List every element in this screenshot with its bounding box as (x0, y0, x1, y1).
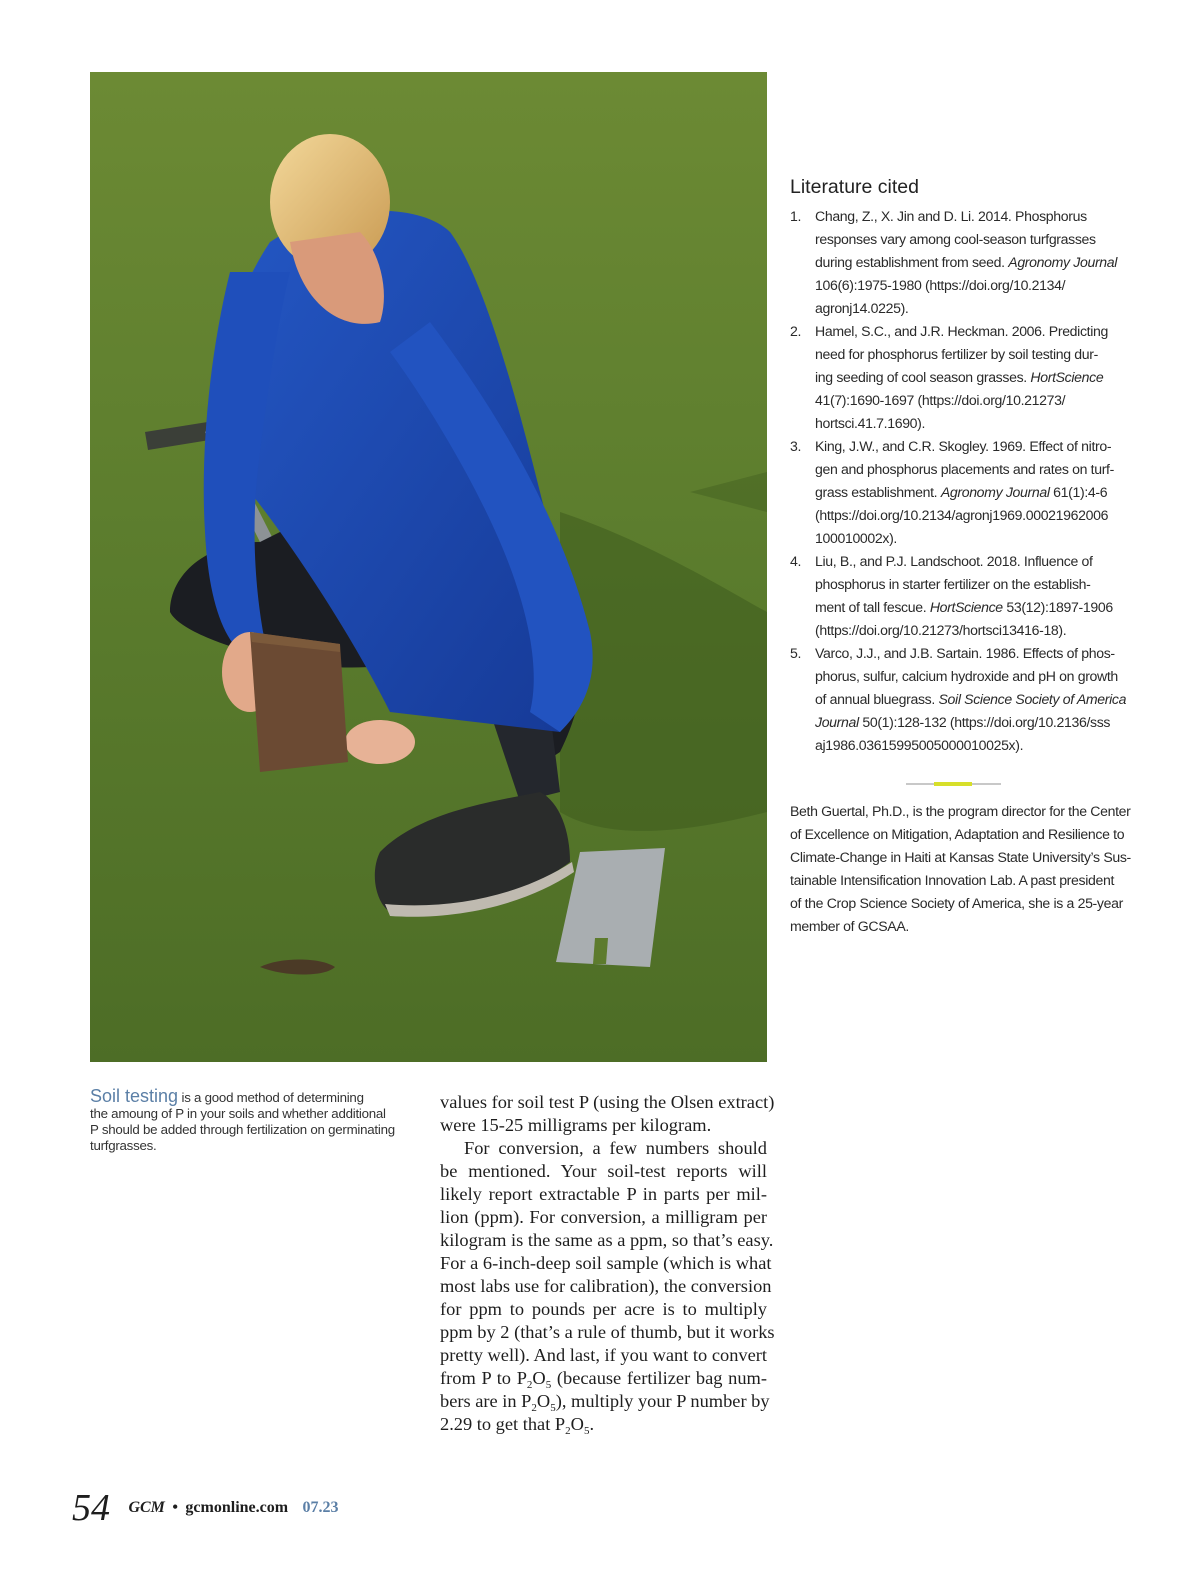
journal-name: HortScience (929, 599, 1003, 615)
body-line: likely report extractable P in parts per mil- (440, 1184, 767, 1204)
photo-caption (90, 1088, 410, 1154)
body-line: ppm by 2 (that’s a rule of thumb, but it works (440, 1322, 775, 1342)
reference-line: 41(7):1690-1697 (https://doi.org/10.21273/ (815, 392, 1066, 408)
footer-bullet: • (172, 1499, 178, 1516)
reference-line: phorus, sulfur, calcium hydroxide and pH on growth (815, 668, 1118, 684)
caption-line: turfgrasses. (90, 1138, 157, 1153)
reference-number: 5. (790, 645, 802, 661)
bio-line: member of GCSAA. (790, 918, 909, 934)
reference-line: Liu, B., and P.J. Landschoot. 2018. Influence of (815, 553, 1093, 569)
author-bio (790, 800, 1131, 938)
bio-line: Climate-Change in Haiti at Kansas State University’s Sus- (790, 849, 1131, 865)
body-line: from P to $P_2O_5$ (because fertilizer bag num- (440, 1368, 767, 1391)
reference-line: 100010002x). (815, 530, 898, 546)
body-line: most labs use for calibration), the conversion (440, 1276, 772, 1296)
reference-line: grass establishment. Agronomy Journal 61(1):4-6 (815, 484, 1108, 500)
magazine-name: GCM (128, 1499, 165, 1516)
reference-item (790, 205, 1120, 320)
literature-title: Literature cited (790, 176, 919, 198)
reference-line: (https://doi.org/10.21273/hortsci13416-18). (815, 622, 1067, 638)
journal-name: Journal (815, 714, 859, 730)
reference-line: hortsci.41.7.1690). (815, 415, 926, 431)
reference-list (790, 205, 1127, 757)
journal-name: Agronomy Journal (940, 484, 1050, 500)
reference-number: 1. (790, 208, 802, 224)
page-footer (72, 1486, 339, 1530)
caption-line: the amoung of P in your soils and whether additional (90, 1106, 386, 1121)
journal-name: Soil Science Society of America (938, 691, 1127, 707)
section-divider (906, 782, 1001, 786)
caption-line: Soil testing is a good method of determining (90, 1086, 364, 1106)
caption-lead: Soil testing (90, 1086, 179, 1106)
body-line: pretty well). And last, if you want to convert (440, 1345, 767, 1365)
reference-line: aj1986.03615995005000010025x). (815, 737, 1024, 753)
bio-line: of Excellence on Mitigation, Adaptation and Resilience to (790, 826, 1125, 842)
reference-line: need for phosphorus fertilizer by soil testing dur- (815, 346, 1098, 362)
reference-line: of annual bluegrass. Soil Science Society of America (815, 691, 1127, 707)
reference-item (790, 320, 1120, 435)
reference-item (790, 435, 1120, 550)
body-line: were 15-25 milligrams per kilogram. (440, 1115, 712, 1135)
literature-cited (790, 176, 1127, 757)
page-number: 54 (72, 1487, 110, 1529)
body-line: for ppm to pounds per acre is to multiply (440, 1299, 767, 1319)
journal-name: HortScience (1030, 369, 1104, 385)
body-line: bers are in $P_2O_5$), multiply your P number by (440, 1391, 770, 1414)
reference-line: Journal 50(1):128-132 (https://doi.org/10.2136/sss (815, 714, 1111, 730)
bio-line: of the Crop Science Society of America, she is a 25-year (790, 895, 1123, 911)
body-line: For a 6-inch-deep soil sample (which is what (440, 1253, 772, 1273)
reference-line: gen and phosphorus placements and rates on turf- (815, 461, 1114, 477)
article-body (440, 1091, 775, 1437)
body-line: lion (ppm). For conversion, a milligram per (440, 1207, 767, 1227)
reference-line: phosphorus in starter fertilizer on the establish- (815, 576, 1091, 592)
reference-line: Chang, Z., X. Jin and D. Li. 2014. Phosphorus (815, 208, 1087, 224)
website-link[interactable]: gcmonline.com (185, 1499, 289, 1516)
reference-number: 3. (790, 438, 802, 454)
reference-line: King, J.W., and C.R. Skogley. 1969. Effect of nitro- (815, 438, 1112, 454)
reference-number: 4. (790, 553, 802, 569)
body-line: be mentioned. Your soil-test reports will (440, 1161, 767, 1181)
body-line: values for soil test P (using the Olsen extract) (440, 1092, 775, 1112)
reference-line: agronj14.0225). (815, 300, 909, 316)
journal-name: Agronomy Journal (1008, 254, 1118, 270)
reference-line: (https://doi.org/10.2134/agronj1969.00021962006 (815, 507, 1109, 523)
reference-line: ment of tall fescue. HortScience 53(12):1897-1906 (815, 599, 1113, 615)
soil-sampling-photo (90, 72, 767, 1062)
issue-date: 07.23 (302, 1499, 339, 1516)
reference-line: ing seeding of cool season grasses. HortScience (815, 369, 1104, 385)
divider-accent (934, 782, 972, 786)
body-line: 2.29 to get that $P_2O_5$. (440, 1414, 595, 1437)
reference-line: Hamel, S.C., and J.R. Heckman. 2006. Predicting (815, 323, 1108, 339)
body-line: kilogram is the same as a ppm, so that’s easy. (440, 1230, 774, 1250)
feature-photo (90, 72, 767, 1062)
bio-line: Beth Guertal, Ph.D., is the program director for the Center (790, 803, 1131, 819)
bio-line: tainable Intensification Innovation Lab. A past president (790, 872, 1115, 888)
reference-item (790, 550, 1120, 642)
body-line: For conversion, a few numbers should (464, 1138, 767, 1158)
reference-item (790, 642, 1127, 757)
reference-number: 2. (790, 323, 802, 339)
reference-line: 106(6):1975-1980 (https://doi.org/10.2134/ (815, 277, 1066, 293)
reference-line: responses vary among cool-season turfgrasses (815, 231, 1096, 247)
reference-line: during establishment from seed. Agronomy Journal (815, 254, 1118, 270)
reference-line: Varco, J.J., and J.B. Sartain. 1986. Effects of phos- (815, 645, 1115, 661)
caption-line: P should be added through fertilization on germinating (90, 1122, 395, 1137)
